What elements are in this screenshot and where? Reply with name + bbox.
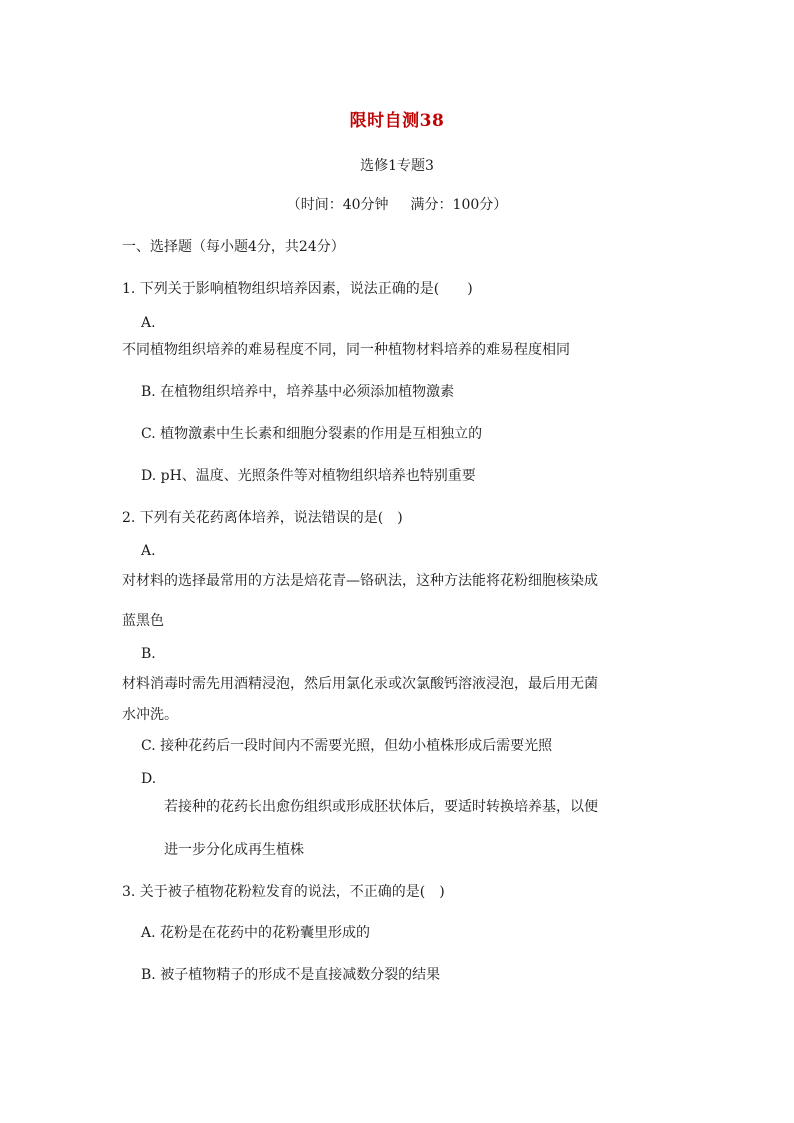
page-subtitle: 选修1专题3 bbox=[360, 158, 434, 174]
question-3-option-a: A. 花粉是在花药中的花粉囊里形成的 bbox=[141, 925, 371, 941]
question-2-option-d-text: 若接种的花药长出愈伤组织或形成胚状体后，要适时转换培养基，以便 bbox=[164, 799, 598, 815]
question-1-option-a-label: A. bbox=[141, 315, 156, 331]
question-2-option-a-text-cont: 蓝黑色 bbox=[122, 613, 164, 629]
question-2-stem: 2. 下列有关花药离体培养，说法错误的是( ) bbox=[122, 510, 403, 526]
question-1-option-a-text: 不同植物组织培养的难易程度不同，同一种植物材料培养的难易程度相同 bbox=[122, 342, 570, 358]
section-heading: 一、选择题（每小题4分，共24分） bbox=[122, 239, 345, 255]
time-limit: （时间：40分钟 bbox=[286, 197, 389, 213]
page-title: 限时自测38 bbox=[349, 111, 445, 131]
question-2-option-c: C. 接种花药后一段时间内不需要光照，但幼小植株形成后需要光照 bbox=[141, 738, 553, 754]
question-2-option-a-text: 对材料的选择最常用的方法是焙花青—铬矾法，这种方法能将花粉细胞核染成 bbox=[122, 573, 598, 589]
question-3-stem: 3. 关于被子植物花粉粒发育的说法，不正确的是( ) bbox=[122, 884, 445, 900]
question-2-option-a-label: A. bbox=[141, 543, 156, 559]
question-2-option-d-label: D. bbox=[141, 771, 157, 787]
question-2-option-b-label: B. bbox=[141, 646, 156, 662]
question-1-option-d: D. pH、温度、光照条件等对植物组织培养也特别重要 bbox=[141, 468, 476, 484]
question-1-option-c: C. 植物激素中生长素和细胞分裂素的作用是互相独立的 bbox=[141, 426, 483, 442]
question-2-option-d-text-cont: 进一步分化成再生植株 bbox=[164, 842, 304, 858]
exam-meta bbox=[0, 196, 794, 214]
question-3-option-b: B. 被子植物精子的形成不是直接减数分裂的结果 bbox=[141, 967, 441, 983]
question-1-stem: 1. 下列关于影响植物组织培养因素，说法正确的是( ) bbox=[122, 281, 473, 297]
question-2-option-b-text-cont: 水冲洗。 bbox=[122, 707, 178, 723]
full-score: 满分：100分） bbox=[410, 197, 508, 213]
question-2-option-b-text: 材料消毒时需先用酒精浸泡，然后用氯化汞或次氯酸钙溶液浸泡，最后用无菌 bbox=[122, 676, 598, 692]
question-1-option-b: B. 在植物组织培养中，培养基中必须添加植物激素 bbox=[141, 384, 455, 400]
